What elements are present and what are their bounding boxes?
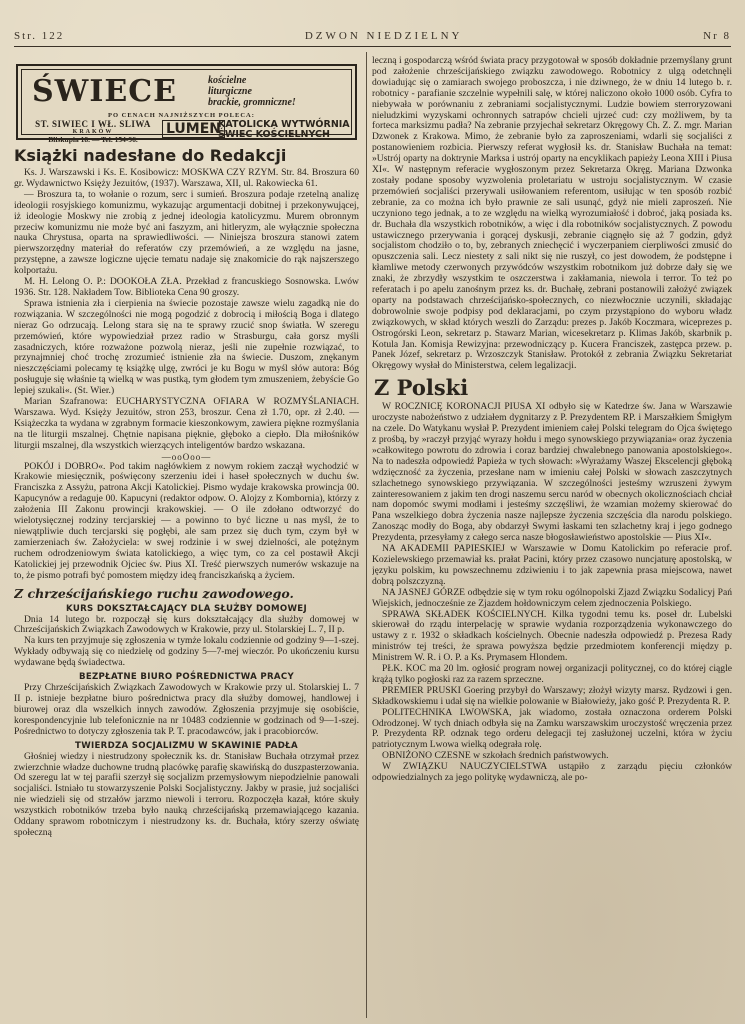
ad-kind: kościelne — [208, 75, 247, 86]
article-paragraph: Sprawa istnienia zła i cierpienia na świecie pozostaje zawsze wielu zagadką nie do rozwiązania. W szczególności nie mogą pogodzić z dobrocią i miłością Boga i dlatego nieraz Go odrzucają. Lelong stara się na te sprawy rzucić snop światła. W szeregu przemówień, które wypowiedział przez radio w Strasburgu, cała gorsz myśli zasadniczych, które rozważone pozwolą nieraz, jeśli nie zupełnie rozwiązać, to przynajmniej choć trochę zrozumieć istnienie zła na świecie. Duszom, znękanym nieszczęściami polecamy tę książkę ulgę, zwróci je ku Bogu w myśl słów autora: Bóg posługuje się właśnie tą wielką w was pustką, tym głodem tym zmuszeniem, żebyście Go lepiej szukali«. (St. Wier.) — [14, 297, 359, 397]
article-paragraph: Przy Chrześcijańskich Związkach Zawodowych w Krakowie przy ul. Stolarskiej L. 7 II p. istnieje bezpłatne biuro pośrednictwa pracy dla służby domowej, handlowej i biurowej oraz dla wszelkich innych zawodów. Zgłoszenia przyjmuje się osobiście, korespondencyjnie lub telefonicznie na nr 10483 codziennie w godzinach od 9—1-szej. Pośrednictwo to dotyczy zgłoszenia tak P. T. pracodawców, jak i pracobiorców. — [14, 682, 359, 737]
article-paragraph: W ROCZNICĘ KORONACJI PIUSA XI odbyło się w Katedrze św. Jana w Warszawie uroczyste nabożeństwo z udziałem dygnitarzy z P. Prezydentem RP. i Marszałkiem Śmigłym na czele. Do Watykanu wysłał P. Prezydent imieniem całej Polski telegram do Ojca świętego z prośbą, by »raczył przyjąć wyrazy hołdu i mego synowskiego przywiązania« oraz życzenia »całkowitego powrotu do zdrowia i coraz bardziej chwalebnego panowania apostolskiego«. Na to nadeszła odpowiedź Papieża w tych słowach: »Wyrażamy Waszej Ekscelencji głęboką wdzięczność za życzenia, przesłane nam w imieniu całej Polski w słowach zaszczytnych szlachetnego synowskiego przywiązania. W szczególności jesteśmy wzruszeni żywym zainteresowaniem z jakim ten drogi naszemu sercu naród w obecnych okolicznościach chciał nam dopomóc swymi modłami i jesteśmy szczęśliwi, że wzamian możemy skierować do Pana wszelkiego dobra życzenia nasze najlepsze życzenia szczęścia dla narodu polskiego. Zanosząc modły do Boga, aby obdarzył Swymi łaskami ten szlachetny kraj i jego godnego Prezydenta, przesyłamy z całego serca nasze błogosławieństwo apostolskie — Pius XI«. — [372, 401, 732, 544]
article-paragraph: PREMIER PRUSKI Goering przybył do Warszawy; złożył wizyty marsz. Rydzowi i gen. Składkowskiemu i udał się na wielkie polowanie w Białowieży, jako gość P. Prezydenta R. P. — [372, 684, 732, 707]
trade-union-heading: Z chrześcijańskiego ruchu zawodowego. — [14, 585, 294, 601]
ad-brand-logo: LUMEN — [162, 120, 225, 138]
ad-kind: liturgiczne — [208, 86, 252, 97]
article-paragraph: leczną i gospodarczą wśród świata pracy przygotował w sposób dokładnie przemyślany grunt pod założenie chrześcijańskiego związku zawodowego. Robotnicy z ulgą odetchnęli dowiadując się o zamiarach swojego proboszcza, i nie dziwnego, że w dniu 14 lutego b. r. robotnicy - parafianie szczelnie wypełnili salę, w której naliczono około 1000 osób. Cyfra to niebywała w porównaniu z zebraniami socjalistycznymi. Ludzie bowiem sterroryzowani nieludzkimi wyzyskami ochronnych satrapów chcieli ujrzeć cud: czy możliwem, by ta forteca marksizmu padła? Na zebranie przyjechał sekretarz Okręgowy Ch. Z. Z. mgr. Marian Dzwonek z Krakowa. Mimo, że zebranie było za zaproszeniami, wdarli się socjaliści z postanowieniem rozbicia. Pierwszy referat wygłosił ks. dr. Stanisław Buchała na temat: »Ustrój oparty na doktrynie Marksa i ustrój oparty na encyklikach papieży Leona XIII i Piusa XI«. W następnym referacie wygłoszonym przez Sekretarza Okręg. Mariana Dzwonka zostały podane sposoby wyzwolenia proletariatu w ustroju socjalistycznym. W czasie przemówień socjaliści przerywali usiłowaniem referentom, usiłując w ten sposób rozbić zebranie, za co można ich było prawnie ze sali usunąć, gdyż nie mieli zaproszeń. Nie uczyniono tego jednak, a to ze względu na wielką wyrozumiałość i dobroć, jaką posiada ks. dr. Buchała dla wszystkich robotników, a więc i dla robotników socjalistycznych. Z powodu ustawicznego przerywania i gorącej dyskusji, zebranie ciągnęło się aż 7 godzin, gdyż socjalistom chodziło o to, by, zebranych zniechęcić i wyczerpaniem cierpliwości zmusić do opuszczenia sali. Lecz niestety z sali nikt się nie ruszył, co jest dowodem, że podstępne i kłamliwe metody czerwonych przywódców wszystkim robotnikom już dobrze dały się we znaki, że zbrzydły wszystkim te oszczerstwa i zakłamania, niewola i terror. To też po referatach i po apelu zanośnym przez ks. dr. Buchałę, zebrani postanowili założyć związek oparty na podstawach chrześcijańsko-społecznych, co niezwłocznie uczynili, składając dobrowolnie swoje podpisy pod deklaracjami, po czym przystąpiono do wyboru władz związkowych, w skład których weszli do Zarządu: prezes p. Jakób Koczmara, wiceprezes p. Ostrogórski Leon, sekretarz p. Stawarz Marian, wicesekretarz p. Klimas Jakób, skarbnik p. Kotula Jan. Komisja Rewizyjna: przewodniczący p. Kucera Franciszek, zastępca przew. p. Panek Józef, sekretarz p. Wrzoszczyk Stanisław. Protokół z zebrania Związku Sekretariat Okręgowy wysłał do Ministerstwa, celem legalizacji. — [372, 56, 732, 372]
candle-advertisement — [16, 64, 357, 144]
section-divider: —ooOoo— — [161, 451, 212, 462]
article-paragraph: NA JASNEJ GÓRZE odbędzie się w tym roku ogólnopolski Zjazd Związku Sodalicyj Pań Wiejskich, jednocześnie ze Zjazdem hołdowniczym celem zjednoczenia Polskiego. — [372, 586, 732, 609]
running-head — [14, 27, 731, 45]
ad-kind: brackie, gromniczne! — [208, 97, 296, 108]
header-rule — [14, 46, 731, 47]
subheading: TWIERDZA SOCJALIZMU W SKAWINIE PADŁA — [75, 740, 298, 751]
article-paragraph: PŁK. KOC ma 20 lm. ogłosić program nowej organizacji politycznej, co do której ciągle krążą tylko pogłoski raz za razem sprzeczne. — [372, 663, 732, 685]
article-paragraph: Marian Szafranowa: EUCHARYSTYCZNA OFIARA W ROZMYŚLANIACH. Warszawa. Wyd. Księży Jezuitów, stron 253, broszur. Cena zł 1.70, opr. zł 2.40. — Książeczka ta wydana w zgrabnym formacie kieszonkowym, zawiera piękne rozmyślania na tle liturgii mszalnej. Chętnie napisana pięknie, głęboko a ciepło. Dla miłośników liturgii mszalnej, dla wszystkich wierzących inteligentów bardzo wskazana. — [14, 396, 359, 451]
article-paragraph: W ZWIĄZKU NAUCZYCIELSTWA ustąpiło z zarządu pięciu członków odpowiedzialnych za jego politykę wydawniczą, ale po- — [372, 761, 732, 784]
right-column — [372, 56, 732, 1020]
issue-number: Nr 8 — [703, 30, 731, 42]
ad-workshop-line: ŚWIEC KOŚCIELNYCH — [218, 129, 330, 140]
ad-maker — [28, 120, 158, 144]
article-paragraph: Ks. J. Warszawski i Ks. E. Kosibowicz: MOSKWA CZY RZYM. Str. 84. Broszura 60 gr. Wydawnictwo Księży Jezuitów, (1937). Warszawa, XII, ul. Rakowiecka 61. — [14, 167, 359, 189]
article-paragraph: NA AKADEMII PAPIESKIEJ w Warszawie w Domu Katolickim po referacie prof. Kozielewskiego przemawiał ks. prałat Pacini, który przez czasowo nuncjaturę apostolską, w języku polskim, ku powszechnemu zdziwieniu i to jak zapewnia prasa miejscowa, nawet dobrą polszczyzną. — [372, 543, 732, 587]
article-paragraph: Dnia 14 lutego br. rozpoczął się kurs dokształcający dla służby domowej w Chrześcijańskich Związkach Zawodowych w Krakowie, przy ul. Stolarskiej L. 7, II p. — [14, 613, 359, 636]
article-paragraph: Na kurs ten przyjmuje się zgłoszenia w tymże lokalu codziennie od godziny 9—1-szej. Wykłady odbywają się co niedzielę od godziny 5—7-mej wieczór. Po ukończeniu kursu wydawane będą świadectwa. — [14, 635, 359, 669]
ad-prices: PO CENACH NAJNIŻSZYCH POLECA: — [108, 112, 255, 119]
article-paragraph: M. H. Lelong O. P.: DOOKOŁA ZŁA. Przekład z francuskiego Sosnowska. Lwów 1936. Str. 128. Nakładem Tow. Biblioteka Cena 90 groszy. — [14, 276, 359, 298]
ad-title: ŚWIECE — [32, 74, 177, 109]
article-paragraph: POKÓJ i DOBRO«. Pod takim nagłówkiem z nowym rokiem zaczął wychodzić w Krakowie miesięcznik, poświęcony szerzeniu idei i haseł społecznych w duchu św. Franciszka z Assyżu, patrona Akcji Katolickiej. Pismo wydaje krakowska prowincja 00. Kapucynów a redaguje 00. Kapucyni (redaktor odpow. O. Alojzy z Kombornia), którzy z założenia III Zakonu prowincji krakowskiej. — O ile zdołano odtworzyć do wielotysięcznej rodziny tercjarskiej — a powinno to być liczne u nas myśl, że to niewątpliwie duch tercjarski się pogłębi, ale sam przez się duch tym, czym był w zamierzeniach św. Założyciela: w swej rodzinie i w swej dzielności, ale potężnym ruchem odrodzeniowym świata katolickiego, a więc tym, co za cel postawił Akcji Katolickiej jej przewodnik Ojciec św. Pius XI. Treść pierwszych numerów wskazuje na to, że pismo potrafi być pomostem między ideą franciszkańską a życiem. — [14, 460, 359, 581]
article-paragraph: POLITECHNIKA LWOWSKA, jak wiadomo, została oznaczona orderem Polski Odrodzonej. W tych dniach odbyła się na Zamku warszawskim uroczystość wręczenia przez P. Prezydenta RP. odznak tego orderu delegacji tej zasłużonej uczelni, która w życiu patriotycznym Lwowa wielką odegrała rolę. — [372, 706, 732, 751]
poland-heading: Z Polski — [374, 375, 469, 401]
ad-kinds — [208, 75, 358, 108]
page-number: Str. 122 — [14, 30, 65, 42]
ad-workshop — [218, 120, 350, 140]
left-column — [14, 56, 359, 1020]
article-paragraph: — Broszura ta, to wołanie o rozum, serc i sumień. Broszura podaje rzetelną analizę ideologii rosyjskiego komunizmu, wykazując argumentacji dobitnej i przekonywującej, iż ideologie Moskwy nie zrobią z jednej ideologia katolicyzmu. Murem obronnym przeciw komunizmu nie może być ani faszyzm, ani hitleryzm, ale wyłącznie społeczna nauka Chrystusa, oparta na sprawiedliwości. — Niniejsza broszura stanowi zatem pierwszorzędny materiał do referatów czy przemówień, a ze względu na jasne, przystępne, a zawsze logiczne ujęcie tematu nadaje się znakomicie do rąk najszerszego kolportażu. — [14, 188, 359, 277]
masthead: DZWON NIEDZIELNY — [304, 30, 463, 42]
column-rule — [366, 52, 367, 1018]
ad-maker-name: ST. SIWIEC I WŁ. SLIWA — [35, 119, 151, 129]
article-paragraph: SPRAWA SKŁADEK KOŚCIELNYCH. Kilka tygodni temu ks. poseł dr. Lubelski skierował do rządu interpelację w sprawie wydania rozporządzenia wykonawczego do ustawy z r. 1932 o składkach kościelnych. Obecnie nadeszła odpowiedź p. Prezesa Rady ministrów tej treści, że sprawa powyższa będzie przedmiotem konferencji między p. Ministrem W. R. i O. P. a Ks. Prymasem Hlondem. — [372, 608, 732, 664]
article-paragraph: OBNIŻONO CZESNE w szkołach średnich państwowych. — [382, 750, 609, 762]
ad-maker-address: Bliskupia 18. — Tel. 154-96. — [48, 135, 138, 144]
ad-workshop-line: KATOLICKA WYTWÓRNIA — [218, 119, 350, 130]
subheading: KURS DOKSZTAŁCAJĄCY DLA SŁUŻBY DOMOWEJ — [66, 603, 307, 614]
article-paragraph: Głośniej wiedzy i niestrudzony społecznik ks. dr. Stanisław Buchała otrzymał przez zwierzchnie władze duchowne trudną placówkę parafię skawińską do duszpasterzowania. Od szeregu lat w tej parafii szerzył się socjalizm przemysłowym niepodzielnie panowali socjaliści. Istniało tu stowarzyszenie Polski Socjalistyczny. Jakby w prasie, już socjaliści nie wiedzieli się od strzałów jarzmo niewoli i terroru. Rozpoczęła kazał, które skuły wszystkich robotników trzeba było nauką chrześcijańską przemawiającego kazania. Oddany sprawom robotniczym i niestrudzony ks. dr. Buchała, który szerzy oświatę społeczną — [14, 750, 359, 838]
ad-maker-city: KRAKÓW — [72, 129, 114, 135]
subheading: BEZPŁATNE BIURO POŚREDNICTWA PRACY — [78, 672, 294, 683]
books-heading: Książki nadesłane do Redakcji — [14, 146, 287, 165]
